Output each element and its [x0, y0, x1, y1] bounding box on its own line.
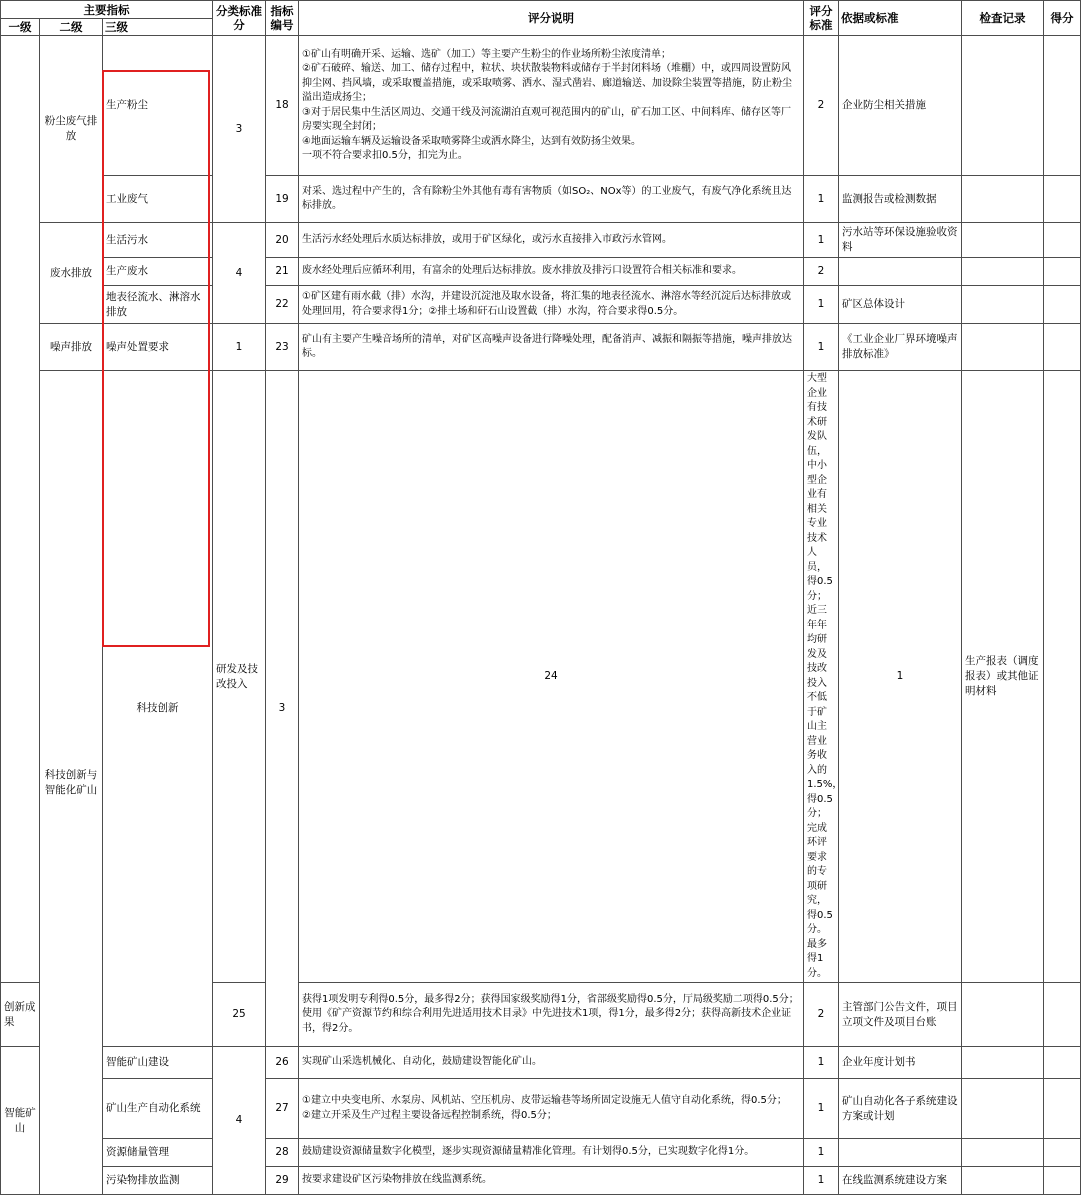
description-cell: ①建立中央变电所、水泵房、风机站、空压机房、皮带运输巷等场所固定设施无人值守自动化系统，得0.5分； ②建立开采及生产过程主要设备远程控制系统，得0.5分；	[299, 1079, 804, 1139]
table-row	[1, 223, 1081, 258]
basis-cell: 矿山自动化各子系统建设方案或计划	[839, 1079, 962, 1139]
table-row	[1, 371, 1081, 983]
score-cell[interactable]	[1044, 1047, 1081, 1079]
score-cell[interactable]	[1044, 36, 1081, 176]
check-record-cell[interactable]	[962, 1047, 1044, 1079]
score-header: 得分	[1044, 1, 1081, 36]
header-row-1	[1, 1, 1081, 19]
level2-cell: 废水排放	[40, 223, 103, 324]
basis-cell: 矿区总体设计	[839, 286, 962, 324]
indicator-no-cell: 28	[266, 1139, 299, 1167]
check-record-cell[interactable]	[962, 1139, 1044, 1167]
score-std-cell: 1	[804, 1079, 839, 1139]
table-row	[1, 1139, 1081, 1167]
level3-cell: 污染物排放监测	[103, 1167, 213, 1195]
description-cell: 大型企业有技术研发队伍，中小型企业有相关专业技术人员，得0.5分；近三年年均研发及技改投入不低于矿山主营业务收入的1.5%，得0.5分；完成环评要求的专项研究，得0.5分。最多得1分。	[804, 371, 839, 983]
check-record-cell[interactable]	[962, 223, 1044, 258]
table-row	[1, 1167, 1081, 1195]
basis-cell: 污水站等环保设施验收资料	[839, 223, 962, 258]
check-record-cell[interactable]	[962, 286, 1044, 324]
basis-cell: 生产报表（调度报表）或其他证明材料	[962, 371, 1044, 983]
level2-cell: 科技创新	[103, 371, 213, 1047]
score-std-cell: 1	[804, 286, 839, 324]
indicator-no-cell: 26	[266, 1047, 299, 1079]
indicator-no-cell: 18	[266, 36, 299, 176]
table-row	[1, 286, 1081, 324]
description-cell: 实现矿山采选机械化、自动化，鼓励建设智能化矿山。	[299, 1047, 804, 1079]
description-cell: 废水经处理后应循环利用，有富余的处理后达标排放。废水排放及排污口设置符合相关标准和要求。	[299, 258, 804, 286]
indicator-no-cell: 29	[266, 1167, 299, 1195]
description-cell: ①矿区建有雨水截（排）水沟，并建设沉淀池及取水设备，将汇集的地表径流水、淋溶水等经沉淀后达标排放或处理回用，符合要求得1分；②排土场和矸石山设置截（排）水沟，符合要求得0.5分。	[299, 286, 804, 324]
check-record-cell[interactable]	[962, 1167, 1044, 1195]
basis-cell	[839, 258, 962, 286]
indicator-no-cell: 21	[266, 258, 299, 286]
score-cell[interactable]	[1044, 324, 1081, 371]
basis-cell: 《工业企业厂界环境噪声排放标准》	[839, 324, 962, 371]
score-cell[interactable]	[1044, 983, 1081, 1047]
description-cell: 获得1项发明专利得0.5分，最多得2分；获得国家级奖励得1分，省部级奖励得0.5分，厅局级奖励二项得0.5分；使用《矿产资源节约和综合利用先进适用技术目录》中先进技术1项，得1分，最多得2分；获得高新技术企业证书，得2分。	[299, 983, 804, 1047]
category-score-cell: 3	[213, 36, 266, 223]
level2-cell: 噪声排放	[40, 324, 103, 371]
category-score-cell: 4	[213, 1047, 266, 1195]
check-record-cell[interactable]	[962, 324, 1044, 371]
score-cell[interactable]	[1044, 176, 1081, 223]
basis-cell: 企业年度计划书	[839, 1047, 962, 1079]
table-row	[1, 258, 1081, 286]
level3-cell: 矿山生产自动化系统	[103, 1079, 213, 1139]
table-row	[1, 176, 1081, 223]
category-score-cell: 4	[213, 223, 266, 324]
basis-cell: 监测报告或检测数据	[839, 176, 962, 223]
indicator-no-cell: 24	[299, 371, 804, 983]
level3-cell: 工业废气	[103, 176, 213, 223]
category-score-cell: 1	[213, 324, 266, 371]
basis-cell: 企业防尘相关措施	[839, 36, 962, 176]
score-std-cell: 2	[804, 258, 839, 286]
basis-cell	[839, 1139, 962, 1167]
description-cell: ①矿山有明确开采、运输、选矿（加工）等主要产生粉尘的作业场所粉尘浓度清单； ②矿石破碎、输送、加工、储存过程中，粒状、块状散装物料或储存于半封闭料场（堆棚）中，或四周设置防风抑尘网、挡风墙，或采取覆盖措施，或采取喷雾、洒水、湿式凿岩、廊道输送、加设除尘装置等措施，防止粉尘溢出造成扬尘； ③对于居民集中生活区周边、交通干线及河流湖泊直观可视范围内的矿山，矿石加工区、中间料库、储存区等厂房要实现全封闭； ④地面运输车辆及运输设备采取喷雾降尘或洒水降尘，达到有效防扬尘效果。 一项不符合要求扣0.5分，扣完为止。	[299, 36, 804, 176]
indicator-no-cell: 20	[266, 223, 299, 258]
table-row	[1, 324, 1081, 371]
level3-cell: 研发及技改投入	[213, 371, 266, 983]
score-std-cell: 1	[804, 324, 839, 371]
level3-cell: 创新成果	[1, 983, 40, 1047]
category-score-header: 分类标准分	[213, 1, 266, 36]
level3-cell: 生活污水	[103, 223, 213, 258]
level3-cell: 噪声处置要求	[103, 324, 213, 371]
check-record-cell[interactable]	[962, 258, 1044, 286]
level2-cell: 粉尘废气排放	[40, 36, 103, 223]
score-cell[interactable]	[1044, 1167, 1081, 1195]
indicator-no-cell: 22	[266, 286, 299, 324]
indicator-no-cell: 23	[266, 324, 299, 371]
level3-cell: 地表径流水、淋溶水排放	[103, 286, 213, 324]
score-cell[interactable]	[1044, 1079, 1081, 1139]
level3-cell: 生产粉尘	[103, 36, 213, 176]
main-indicator-header: 主要指标	[1, 1, 213, 19]
score-std-cell: 1	[804, 223, 839, 258]
score-cell[interactable]	[1044, 286, 1081, 324]
description-cell: 矿山有主要产生噪音场所的清单，对矿区高噪声设备进行降噪处理，配备消声、减振和隔振等措施，噪声排放达标。	[299, 324, 804, 371]
level1-header: 一级	[1, 19, 40, 36]
check-record-header: 检查记录	[962, 1, 1044, 36]
category-score-cell: 3	[266, 371, 299, 1047]
level1-cell-top	[1, 36, 40, 983]
indicator-no-cell: 19	[266, 176, 299, 223]
level1-cell: 科技创新与智能化矿山	[40, 371, 103, 1195]
basis-cell: 主管部门公告文件，项目立项文件及项目台账	[839, 983, 962, 1047]
check-record-cell[interactable]	[1044, 371, 1081, 983]
level2-header: 二级	[40, 19, 103, 36]
basis-cell: 在线监测系统建设方案	[839, 1167, 962, 1195]
score-std-cell: 2	[804, 36, 839, 176]
score-std-cell: 1	[804, 176, 839, 223]
score-std-cell: 1	[804, 1047, 839, 1079]
indicator-no-cell: 25	[213, 983, 266, 1047]
level3-cell: 资源储量管理	[103, 1139, 213, 1167]
check-record-cell[interactable]	[962, 176, 1044, 223]
indicator-no-header: 指标编号	[266, 1, 299, 36]
description-header: 评分说明	[299, 1, 804, 36]
indicator-no-cell: 27	[266, 1079, 299, 1139]
basis-header: 依据或标准	[839, 1, 962, 36]
score-cell[interactable]	[1044, 223, 1081, 258]
check-record-cell[interactable]	[962, 983, 1044, 1047]
description-cell: 对采、选过程中产生的，含有除粉尘外其他有毒有害物质（如SO₂、NOx等）的工业废气，有废气净化系统且达标排放。	[299, 176, 804, 223]
description-cell: 按要求建设矿区污染物排放在线监测系统。	[299, 1167, 804, 1195]
description-cell: 生活污水经处理后水质达标排放，或用于矿区绿化，或污水直接排入市政污水管网。	[299, 223, 804, 258]
check-record-cell[interactable]	[962, 1079, 1044, 1139]
score-std-cell: 1	[804, 1167, 839, 1195]
level3-cell: 生产废水	[103, 258, 213, 286]
score-cell[interactable]	[1044, 258, 1081, 286]
table-row	[1, 1079, 1081, 1139]
score-std-header: 评分标准	[804, 1, 839, 36]
level3-header: 三级	[103, 19, 213, 36]
check-record-cell[interactable]	[962, 36, 1044, 176]
score-std-cell: 1	[839, 371, 962, 983]
level2-cell: 智能矿山	[1, 1047, 40, 1195]
table-row	[1, 1047, 1081, 1079]
score-cell[interactable]	[1044, 1139, 1081, 1167]
description-cell: 鼓励建设资源储量数字化模型，逐步实现资源储量精准化管理。有计划得0.5分，已实现数字化得1分。	[299, 1139, 804, 1167]
score-std-cell: 1	[804, 1139, 839, 1167]
table-row	[1, 36, 1081, 176]
score-std-cell: 2	[804, 983, 839, 1047]
level3-cell: 智能矿山建设	[103, 1047, 213, 1079]
